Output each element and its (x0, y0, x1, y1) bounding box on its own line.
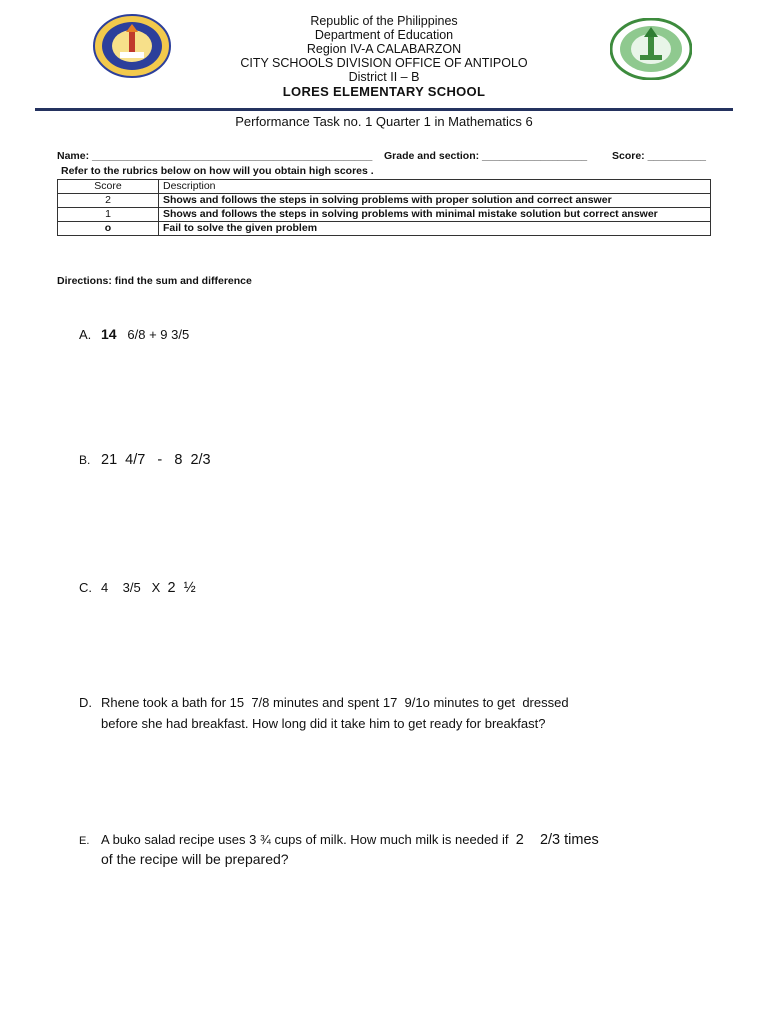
table-row (58, 222, 711, 236)
directions: Directions: find the sum and difference (57, 275, 252, 287)
header-republic: Republic of the Philippines (310, 14, 458, 28)
question-a-whole: 14 (101, 326, 117, 342)
row-description: Shows and follows the steps in solving problems with minimal mistake solution but correct answer (159, 208, 711, 222)
question-a-text: 6/8 + 9 3/5 (127, 327, 190, 342)
question-c (79, 580, 196, 596)
question-e-line2: of the recipe will be prepared? (101, 851, 289, 867)
row-description: Shows and follows the steps in solving problems with proper solution and correct answer (159, 194, 711, 208)
row-description: Fail to solve the given problem (159, 222, 711, 236)
header-division: CITY SCHOOLS DIVISION OFFICE OF ANTIPOLO (240, 56, 528, 70)
row-score: 1 (58, 208, 159, 222)
table-row (58, 194, 711, 208)
task-title: Performance Task no. 1 Quarter 1 in Mathematics 6 (235, 114, 533, 129)
table-row (58, 208, 711, 222)
question-letter: E. (79, 835, 90, 847)
question-d-line2: before she had breakfast. How long did it take him to get ready for breakfast? (101, 716, 546, 731)
question-c-text: 4 3/5 X (101, 580, 161, 595)
header-district: District II – B (348, 70, 420, 84)
header-region: Region IV-A CALABARZON (306, 42, 462, 56)
school-name: LORES ELEMENTARY SCHOOL (282, 84, 486, 99)
question-b (79, 452, 211, 468)
question-a (79, 326, 189, 342)
table-header-row (58, 180, 711, 194)
question-letter: B. (79, 453, 91, 467)
header-department: Department of Education (314, 28, 454, 42)
question-e (79, 832, 599, 848)
question-e-times: 2 2/3 times (515, 832, 599, 848)
name-field: Name: ________________________________________________ (57, 150, 373, 162)
question-d (79, 695, 569, 710)
question-letter: C. (79, 580, 92, 595)
question-letter: A. (79, 327, 92, 342)
question-c-fraction: 2 ½ (167, 580, 196, 596)
grade-section-field: Grade and section: __________________ (384, 150, 588, 162)
question-d-line1: Rhene took a bath for 15 7/8 minutes and spent 17 9/1o minutes to get dressed (101, 695, 569, 710)
row-score: 2 (58, 194, 159, 208)
question-letter: D. (79, 695, 92, 710)
question-b-text: 21 4/7 - 8 2/3 (101, 452, 211, 468)
header-divider (35, 108, 733, 111)
row-score: o (58, 222, 159, 236)
rubric-instructions: Refer to the rubrics below on how will you obtain high scores . (61, 165, 374, 177)
header-score: Score (58, 180, 159, 194)
question-e-line1: A buko salad recipe uses 3 ¾ cups of milk. How much milk is needed if (101, 832, 509, 847)
rubric-table (57, 179, 711, 236)
score-field: Score: __________ (612, 150, 706, 162)
header-description: Description (159, 180, 711, 194)
